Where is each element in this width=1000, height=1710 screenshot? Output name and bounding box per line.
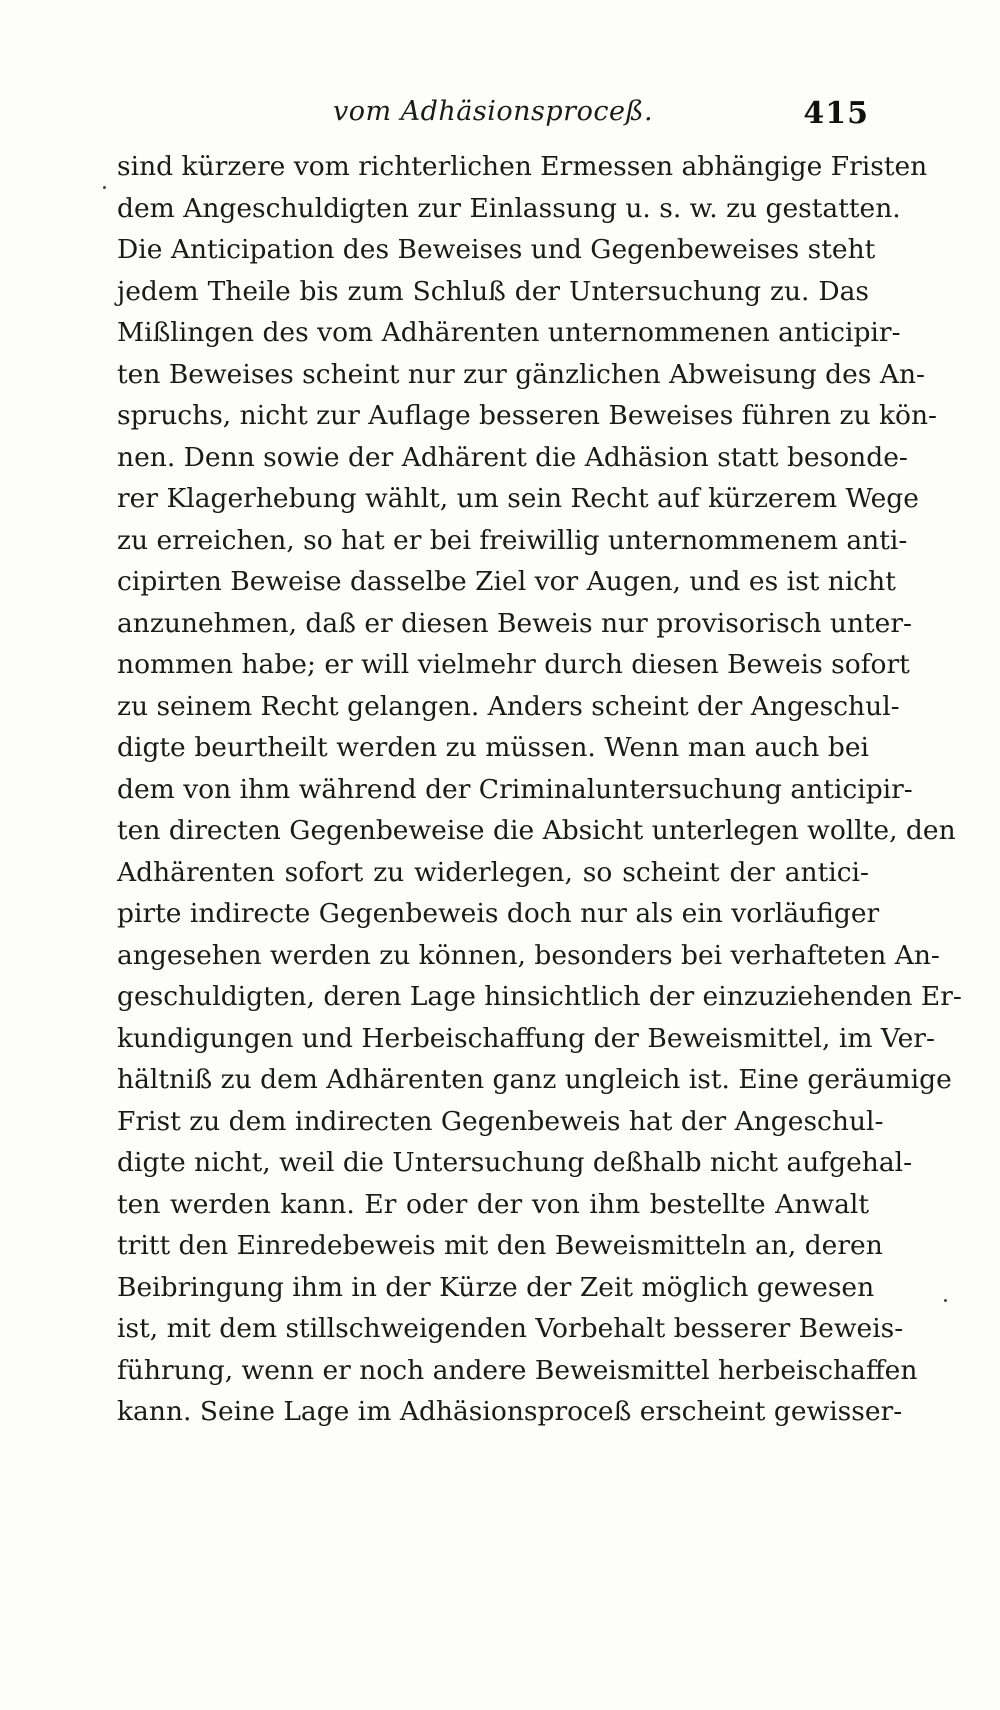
running-head (117, 96, 869, 136)
text-line: hältniß zu dem Adhärenten ganz ungleich ist. Eine geräumige (117, 1064, 952, 1095)
text-line: ten werden kann. Er oder der von ihm bestellte Anwalt (117, 1188, 869, 1220)
text-line: nen. Denn sowie der Adhärent die Adhäsion statt besonde- (117, 441, 908, 473)
text-line: digte beurtheilt werden zu müssen. Wenn man auch bei (117, 732, 869, 763)
running-title: vom Adhäsionsproceß. (332, 96, 654, 127)
text-line: anzunehmen, daß er diesen Beweis nur provisorisch unter- (117, 607, 912, 639)
text-line: ist, mit dem stillschweigenden Vorbehalt besserer Beweis- (117, 1313, 904, 1344)
text-line: dem von ihm während der Criminaluntersuchung anticipir- (117, 773, 913, 805)
paper-speck (103, 186, 106, 189)
text-line: angesehen werden zu können, besonders bei verhafteten An- (117, 939, 940, 971)
text-line: führung, wenn er noch andere Beweismittel herbeischaffen (117, 1354, 918, 1386)
text-line: digte nicht, weil die Untersuchung deßhalb nicht aufgehal- (117, 1147, 913, 1178)
text-line: Adhärenten sofort zu widerlegen, so scheint der antici- (117, 856, 869, 888)
text-line: tritt den Einredebeweis mit den Beweismitteln an, deren (117, 1230, 883, 1261)
text-line: zu erreichen, so hat er bei freiwillig unternommenem anti- (117, 524, 908, 556)
text-line: rer Klagerhebung wählt, um sein Recht auf kürzerem Wege (117, 483, 919, 514)
text-line: kann. Seine Lage im Adhäsionsproceß erscheint gewisser- (117, 1396, 903, 1427)
paper-speck (944, 1299, 947, 1302)
text-line: dem Angeschuldigten zur Einlassung u. s. w. zu gestatten. (117, 192, 901, 224)
text-line: spruchs, nicht zur Auflage besseren Beweises führen zu kön- (117, 400, 937, 431)
text-line: zu seinem Recht gelangen. Anders scheint der Angeschul- (117, 690, 900, 722)
text-line: cipirten Beweise dasselbe Ziel vor Augen, und es ist nicht (117, 566, 896, 597)
text-line: geschuldigten, deren Lage hinsichtlich der einzuziehenden Er- (117, 981, 962, 1012)
text-line: Beibringung ihm in der Kürze der Zeit möglich gewesen (117, 1271, 875, 1303)
text-line: ten directen Gegenbeweise die Absicht unterlegen wollte, den (117, 815, 956, 846)
text-line: sind kürzere vom richterlichen Ermessen abhängige Fristen (117, 151, 928, 182)
page-number: 415 (803, 96, 869, 131)
body-text (117, 146, 962, 1433)
text-line: jedem Theile bis zum Schluß der Untersuchung zu. Das (117, 275, 869, 307)
text-line: Frist zu dem indirecten Gegenbeweis hat der Angeschul- (117, 1105, 884, 1137)
text-line: nommen habe; er will vielmehr durch diesen Beweis sofort (117, 649, 910, 680)
text-line: Mißlingen des vom Adhärenten unternommenen anticipir- (117, 317, 901, 348)
text-line: ten Beweises scheint nur zur gänzlichen Abweisung des An- (117, 358, 925, 390)
text-line: pirte indirecte Gegenbeweis doch nur als ein vorläufiger (117, 898, 880, 929)
text-line: kundigungen und Herbeischaffung der Beweismittel, im Ver- (117, 1022, 935, 1054)
text-line: Die Anticipation des Beweises und Gegenbeweises steht (117, 234, 876, 265)
